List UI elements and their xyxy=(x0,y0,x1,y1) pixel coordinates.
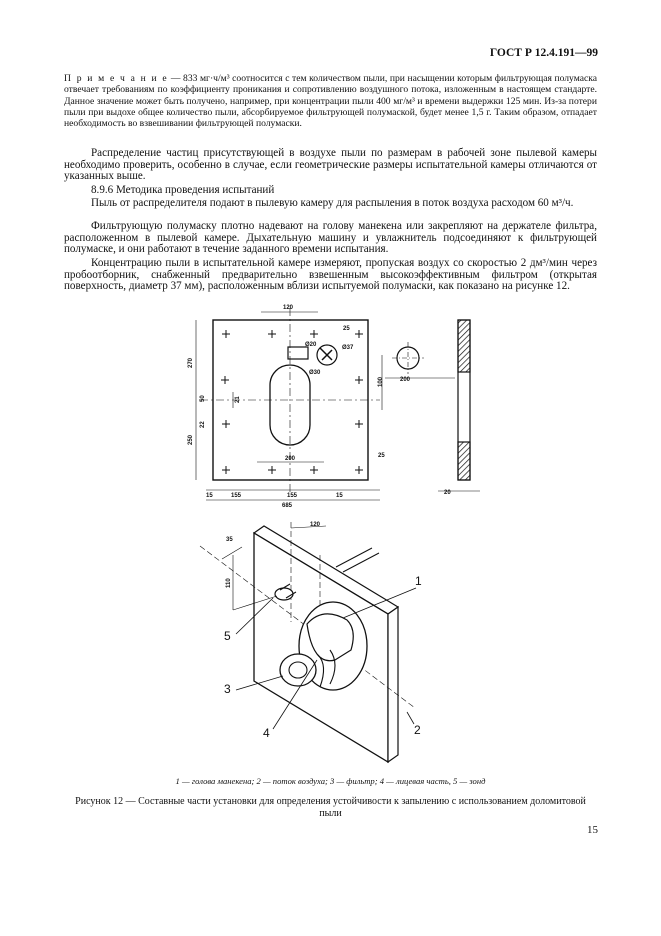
isometric-view xyxy=(200,522,416,762)
dim-250: 250 xyxy=(188,434,194,445)
dim-155a: 155 xyxy=(231,493,242,499)
dim-22: 22 xyxy=(200,421,206,428)
dim-155b: 155 xyxy=(287,493,298,499)
dim-15b: 15 xyxy=(336,493,343,499)
paragraph-text: Концентрацию пыли в испытательной камере измеряют, пропуская воздух со скоростью 2 дм³/мин через пробоотборник, снабженный предварительно взвешенным высокоэффективным фильтром (открытая поверхность, диаметр 37 мм), расположенным вблизи испытуемой полумаски, как показано на рисунке 12. xyxy=(64,257,597,293)
dim-r25: 25 xyxy=(378,453,385,459)
page-number: 15 xyxy=(587,824,598,836)
dim-top: 120 xyxy=(283,305,294,311)
dim-side-20: 20 xyxy=(444,490,451,496)
dim-iso-120: 120 xyxy=(310,522,321,528)
dim-15a: 15 xyxy=(206,493,213,499)
dim-50: 50 xyxy=(200,395,206,402)
figure-legend: 1 — голова манекена; 2 — поток воздуха; 3 — фильтр; 4 — лицевая часть, 5 — зонд xyxy=(175,776,486,786)
callout-1: 1 xyxy=(415,574,422,588)
callout-4: 4 xyxy=(263,726,270,740)
callout-3: 3 xyxy=(224,682,231,696)
standard-code: ГОСТ Р 12.4.191—99 xyxy=(489,47,598,59)
note-text: — 833 мг·ч/м³ соотносится с тем количеством пыли, при насыщении которым фильтрующая полумаска отвечает требованиям по коэффициенту проникания и сопротивлению воздушного потока, изложенным в настоящем стандарте. Данное значение может быть получено, например, при концентрации пыли 400 мг/м³ и времени выдержки 125 мин. Из-за потери пыли при выдохе общее количество пыли, абсорбируемое фильтрующей полумаской, будет менее 1,5 г. Таким образом, отпадает необходимость во взвешивании фильтрующей полумаски. xyxy=(64,73,598,130)
note-label: П р и м е ч а н и е xyxy=(64,73,169,84)
dim-phi37: Ø37 xyxy=(342,345,354,351)
front-view-plate xyxy=(196,308,382,500)
callout-2: 2 xyxy=(414,723,421,737)
paragraph-text: Фильтрующую полумаску плотно надевают на голову манекена или закрепляют на держателе фильтра, расположенном в пылевой камере. Дыхательную машину и увлажнитель подсоединяют к фильтрующей полумаске, и они работают в течение заданного времени испытания. xyxy=(64,220,597,256)
heading-text: 8.9.6 Методика проведения испытаний xyxy=(91,184,275,196)
side-view-plate xyxy=(438,320,480,491)
dim-iso-35: 35 xyxy=(226,537,233,543)
dim-phi20: Ø20 xyxy=(305,342,317,348)
dim-iso-110: 110 xyxy=(226,578,232,588)
dim-100: 100 xyxy=(378,376,384,387)
dim-200: 200 xyxy=(285,456,296,462)
dim-21: 21 xyxy=(235,396,241,403)
probe-side-circle xyxy=(385,342,455,378)
figure-caption: Рисунок 12 — Составные части установки для определения устойчивости к запылению с использованием доломитовой пыли xyxy=(75,796,586,819)
dim-phi30: Ø30 xyxy=(309,370,321,376)
dim-side-200: 200 xyxy=(400,377,411,383)
paragraph-text: Пыль от распределителя подают в пылевую камеру для распыления в поток воздуха расходом 60 м³/ч. xyxy=(91,197,574,209)
dim-270: 270 xyxy=(188,357,194,368)
callout-5: 5 xyxy=(224,629,231,643)
dim-total: 685 xyxy=(282,503,293,509)
paragraph-text: Распределение частиц присутствующей в воздухе пыли по размерам в рабочей зоне пылевой камеры необходимо проверить, особенно в случае, если геометрические размеры испытательной камеры отличаются от указанных выше. xyxy=(64,147,597,183)
dim-25: 25 xyxy=(343,326,350,332)
